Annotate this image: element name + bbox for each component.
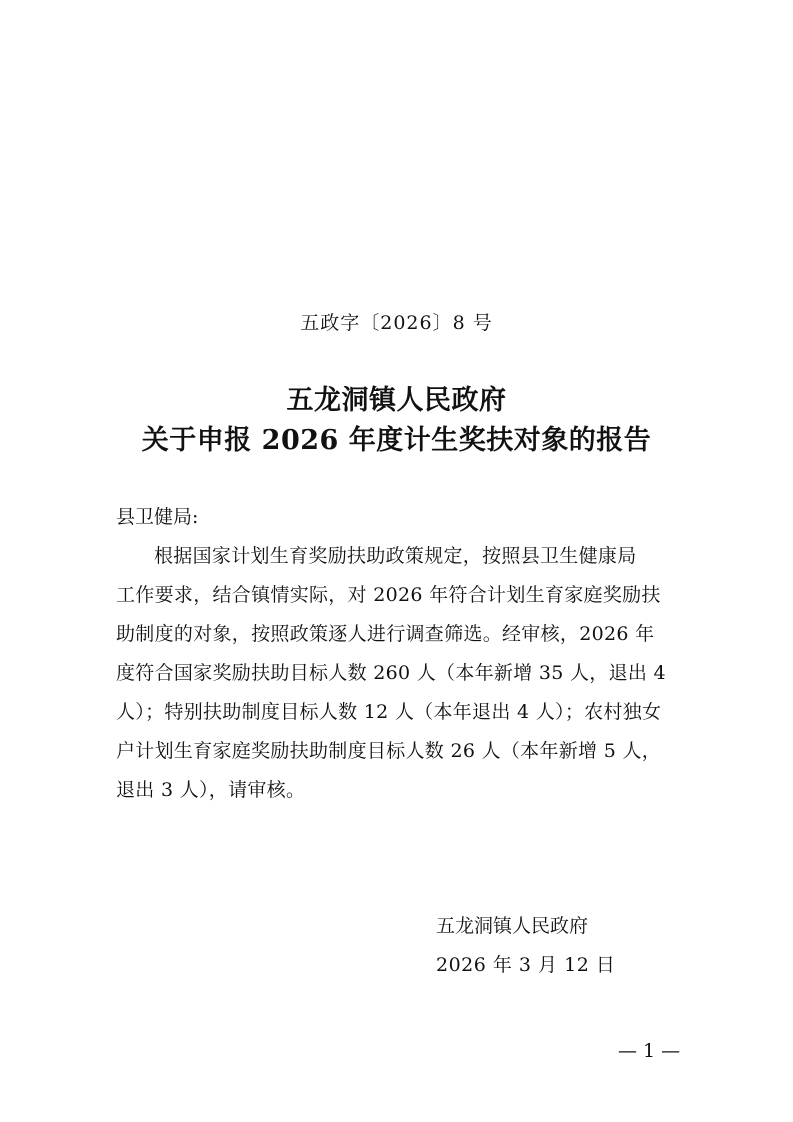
page-number: — 1 —: [618, 1040, 681, 1062]
signature-date: 2026 年 3 月 12 日: [436, 954, 616, 976]
body-line-3: 助制度的对象，按照政策逐人进行调查筛选。经审核，2026 年: [116, 623, 655, 645]
body-line-4: 度符合国家奖励扶助目标人数 260 人（本年新增 35 人，退出 4: [116, 662, 666, 684]
body-line-7: 退出 3 人），请审核。: [116, 779, 306, 801]
body-line-1: 根据国家计划生育奖励扶助政策规定，按照县卫生健康局: [154, 545, 637, 567]
addressee: 县卫健局:: [116, 506, 199, 528]
body-line-5: 人）；特别扶助制度目标人数 12 人（本年退出 4 人）；农村独女: [116, 701, 662, 723]
title-line-2: 关于申报 2026 年度计生奖扶对象的报告: [141, 425, 652, 456]
document-number: 五政字〔2026〕8 号: [300, 312, 493, 334]
body-line-2: 工作要求，结合镇情实际，对 2026 年符合计划生育家庭奖励扶: [116, 584, 661, 606]
body-line-6: 户计划生育家庭奖励扶助制度目标人数 26 人（本年新增 5 人，: [116, 740, 662, 762]
title-line-1: 五龙洞镇人民政府: [286, 385, 507, 416]
signature-organization: 五龙洞镇人民政府: [436, 915, 589, 937]
